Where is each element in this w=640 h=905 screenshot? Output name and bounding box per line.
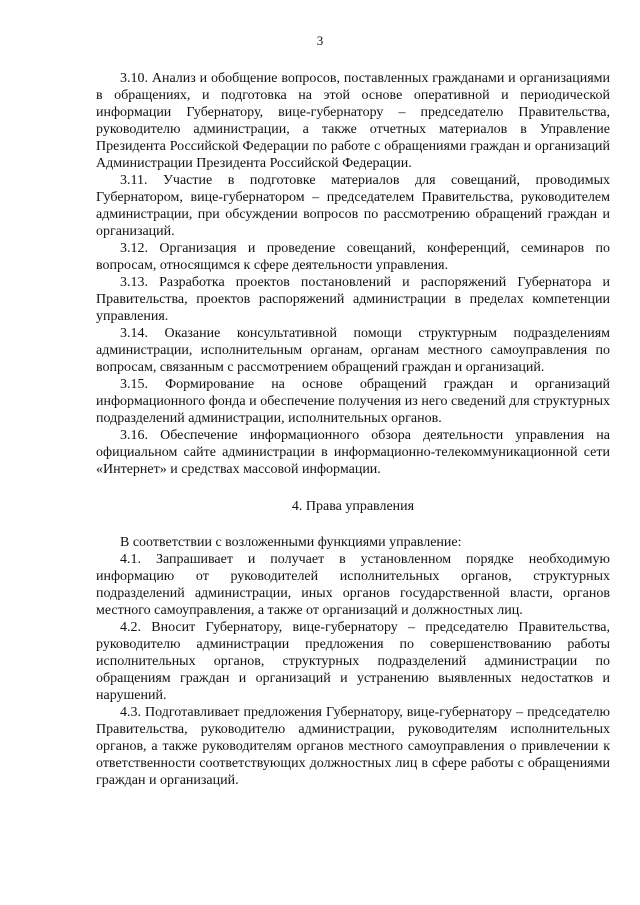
paragraph-3-11: 3.11. Участие в подготовке материалов для совещаний, проводимых Губернатором, вице-губернатором – председателем Правительства, руководителем администрации, при обсуждении вопросов по рассмотрению обращений граждан и организаций. xyxy=(96,173,610,239)
paragraph-3-14: 3.14. Оказание консультативной помощи структурным подразделениям администрации, исполнительным органам, органам местного самоуправления по вопросам, связанным с рассмотрением обращений граждан и организаций. xyxy=(96,326,610,375)
page-number: 3 xyxy=(316,33,324,48)
paragraph-3-10: 3.10. Анализ и обобщение вопросов, поставленных гражданами и организациями в обращениях, и подготовка на этой основе оперативной и периодической информации Губернатору, вице-губернатору – председателю Правительства, руководителю администрации, а также отчетных материалов в Управление Президента Российской Федерации по работе с обращениями граждан и организаций Администрации Президента Российской Федерации. xyxy=(96,71,610,171)
section-4-heading: 4. Права управления xyxy=(291,499,415,514)
paragraph-3-13: 3.13. Разработка проектов постановлений и распоряжений Губернатора и Правительства, проектов распоряжений администрации в пределах компетенции управления. xyxy=(96,275,610,324)
paragraph-4-3: 4.3. Подготавливает предложения Губернатору, вице-губернатору – председателю Правительства, руководителю администрации, руководителям исполнительных органов, а также руководителям органов местного самоуправления о привлечении к ответственности соответствующих должностных лиц в сфере работы с обращениями граждан и организаций. xyxy=(96,705,610,788)
document-body xyxy=(96,70,610,789)
paragraph-3-12: 3.12. Организация и проведение совещаний, конференций, семинаров по вопросам, относящимся к сфере деятельности управления. xyxy=(96,241,610,273)
paragraph-3-16: 3.16. Обеспечение информационного обзора деятельности управления на официальном сайте администрации в информационно-телекоммуникационной сети «Интернет» и средствах массовой информации. xyxy=(96,428,610,477)
paragraph-4-1: 4.1. Запрашивает и получает в установленном порядке необходимую информацию от руководителей исполнительных органов, структурных подразделений администрации, иных органов государственной власти, органов местного самоуправления, а также от организаций и должностных лиц. xyxy=(96,552,610,618)
section-4-intro: В соответствии с возложенными функциями управление: xyxy=(120,535,462,550)
paragraph-3-15: 3.15. Формирование на основе обращений граждан и организаций информационного фонда и обеспечение получения из него сведений для структурных подразделений администрации, исполнительных органов. xyxy=(96,377,610,426)
paragraph-4-2: 4.2. Вносит Губернатору, вице-губернатору – председателю Правительства, руководителю администрации предложения по совершенствованию работы исполнительных органов, структурных подразделений администрации по обращениям граждан и организаций и устранению выявленных недостатков и нарушений. xyxy=(96,620,610,703)
